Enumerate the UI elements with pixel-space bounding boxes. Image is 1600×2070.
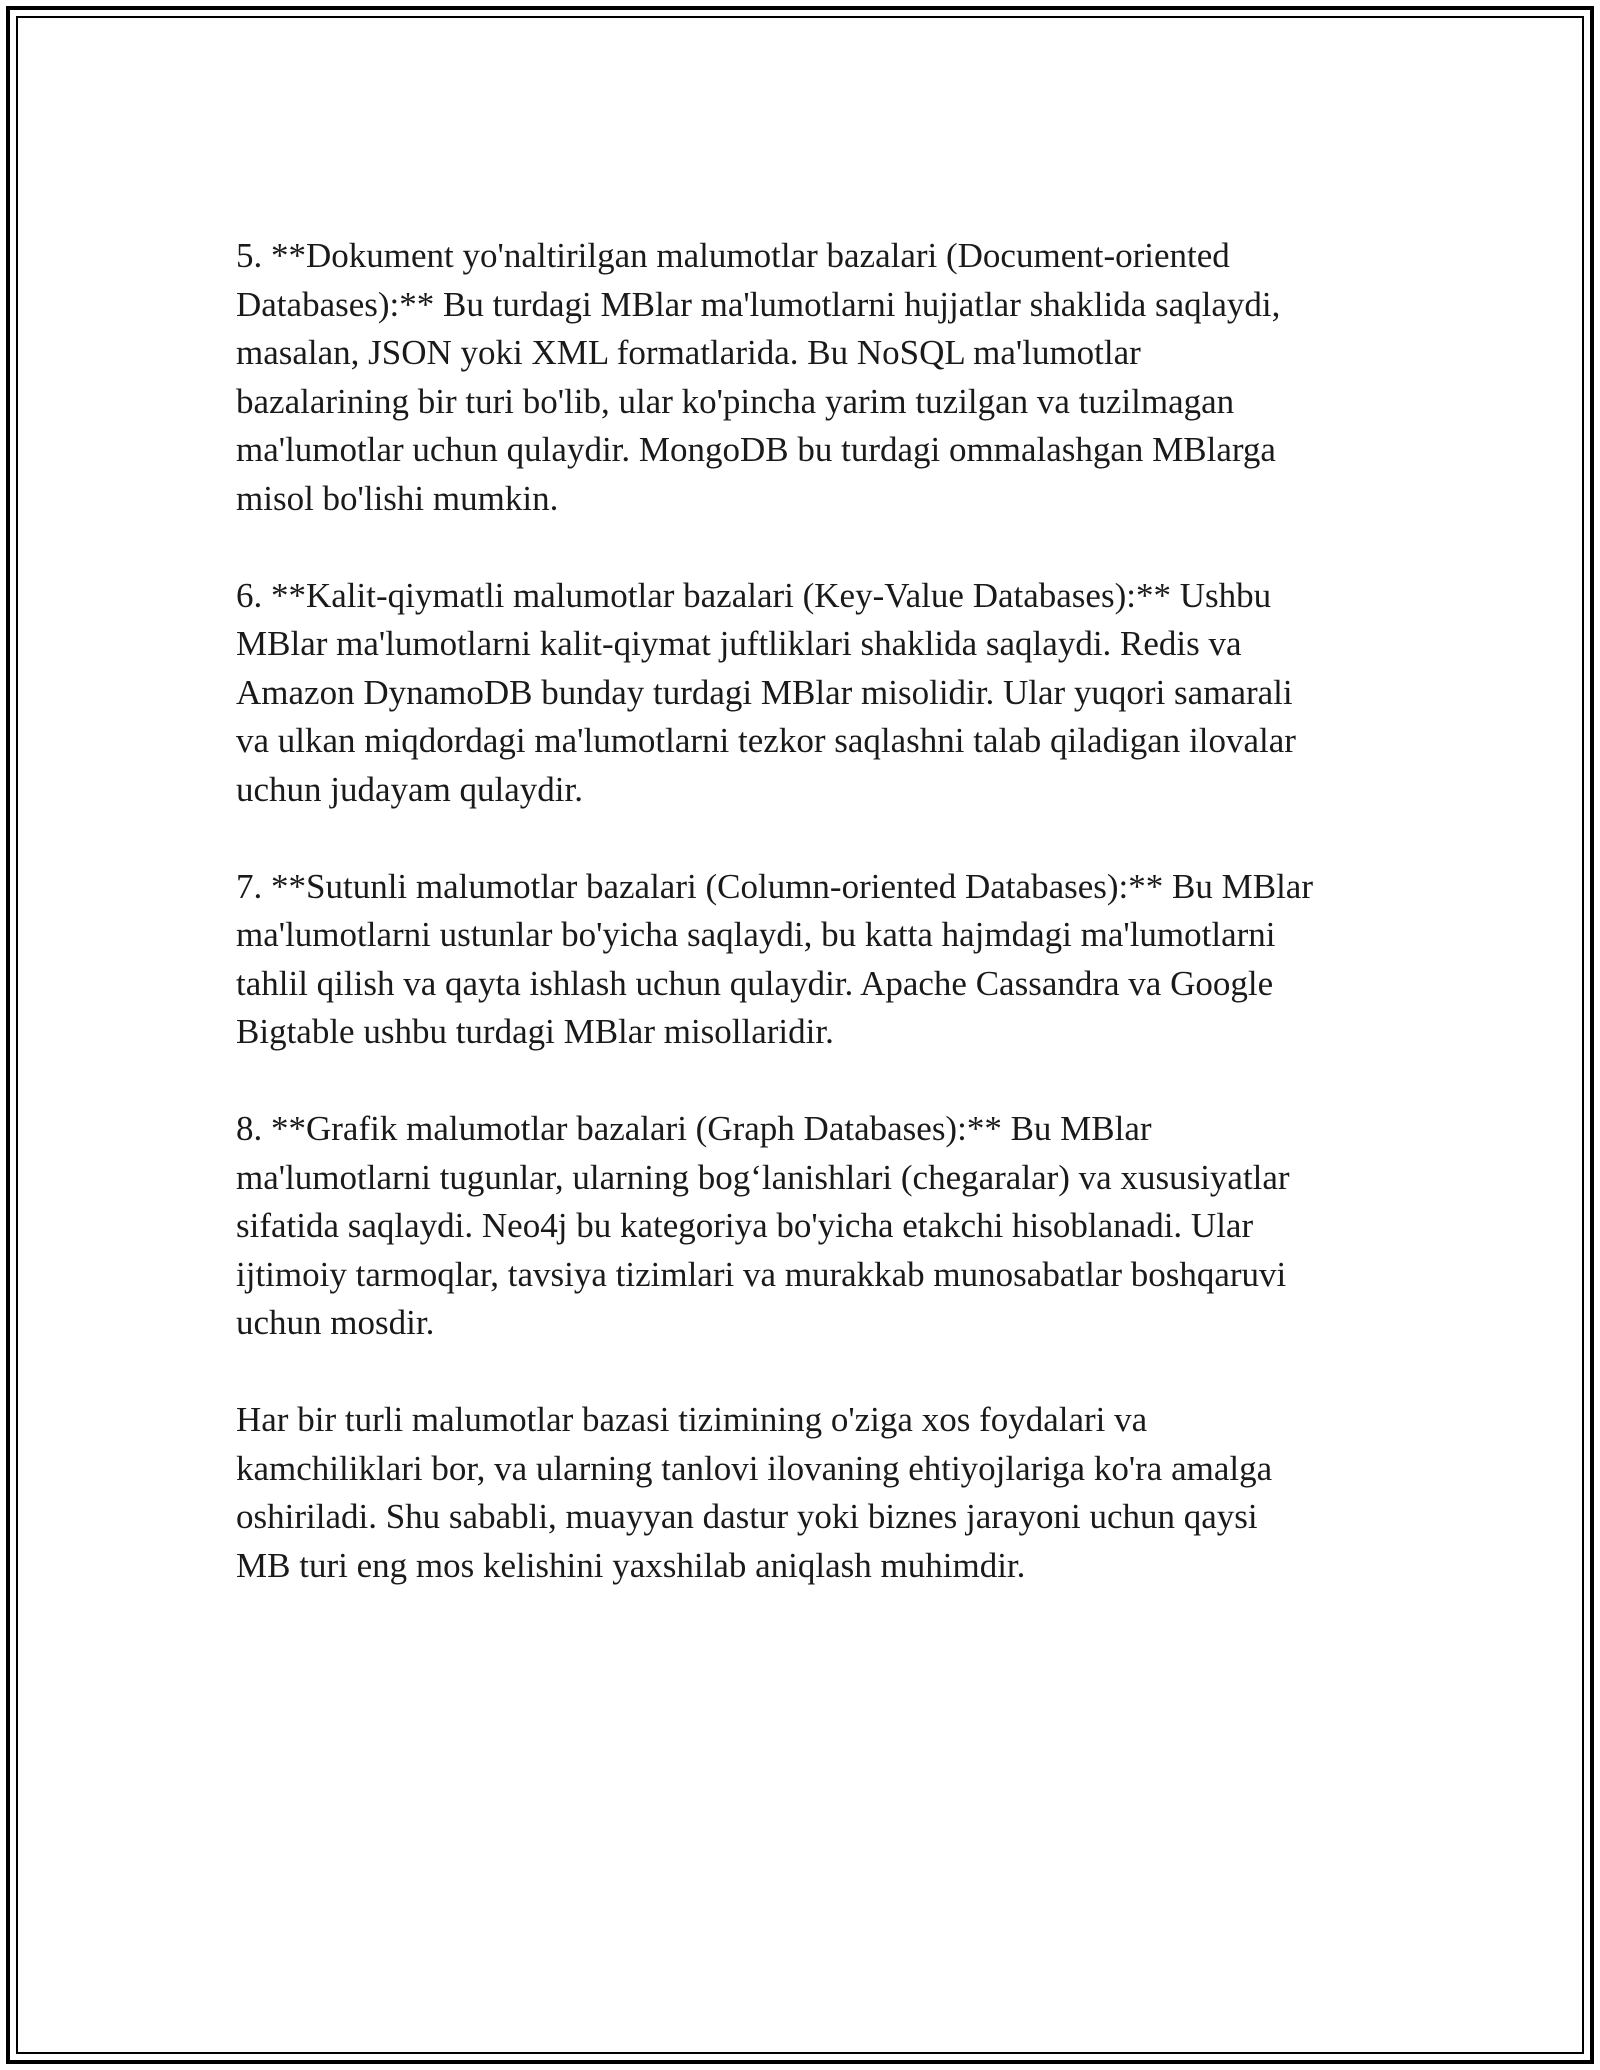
text-line: ma'lumotlar uchun qulaydir. MongoDB bu turdagi ommalashgan MBlarga [236,430,1276,469]
text-line: 8. **Grafik malumotlar bazalari (Graph Databases):** Bu MBlar [236,1109,1152,1148]
paragraph-graph-databases [236,1105,1376,1348]
text-line: tahlil qilish va qayta ishlash uchun qulaydir. Apache Cassandra va Google [236,963,1274,1003]
document-body [236,232,1376,1639]
text-line: sifatida saqlaydi. Neo4j bu kategoriya bo'yicha etakchi hisoblanadi. Ular [236,1206,1254,1245]
text-line: misol bo'lishi mumkin. [236,478,559,518]
text-line: uchun mosdir. [236,1303,435,1342]
paragraph-conclusion [236,1396,1376,1590]
text-line: Amazon DynamoDB bunday turdagi MBlar misolidir. Ular yuqori samarali [236,672,1293,712]
paragraph-key-value-databases [236,572,1376,815]
paragraph-column-databases [236,863,1376,1057]
text-line: 6. **Kalit-qiymatli malumotlar bazalari (Key-Value Databases):** Ushbu [236,575,1272,615]
text-line: Databases):** Bu turdagi MBlar ma'lumotlarni hujjatlar shaklida saqlaydi, [236,284,1281,324]
paragraph-document-databases [236,232,1376,523]
text-line: ma'lumotlarni tugunlar, ularning bog‘lanishlari (chegaralar) va xususiyatlar [236,1157,1290,1197]
text-line: MB turi eng mos kelishini yaxshilab aniqlash muhimdir. [236,1545,1026,1585]
text-line: uchun judayam qulaydir. [236,769,584,809]
text-line: ijtimoiy tarmoqlar, tavsiya tizimlari va murakkab munosabatlar boshqaruvi [236,1254,1287,1294]
text-line: masalan, JSON yoki XML formatlarida. Bu NoSQL ma'lumotlar [236,333,1141,372]
text-line: kamchiliklari bor, va ularning tanlovi ilovaning ehtiyojlariga ko'ra amalga [236,1448,1273,1488]
text-line: va ulkan miqdordagi ma'lumotlarni tezkor saqlashni talab qiladigan ilovalar [236,721,1296,760]
text-line: oshiriladi. Shu sababli, muayyan dastur yoki biznes jarayoni uchun qaysi [236,1497,1258,1536]
text-line: bazalarining bir turi bo'lib, ular ko'pincha yarim tuzilgan va tuzilmagan [236,381,1235,421]
text-line: Har bir turli malumotlar bazasi tizimining o'ziga xos foydalari va [236,1400,1148,1439]
text-line: MBlar ma'lumotlarni kalit-qiymat juftliklari shaklida saqlaydi. Redis va [236,624,1242,663]
text-line: 7. **Sutunli malumotlar bazalari (Column-oriented Databases):** Bu MBlar [236,866,1313,906]
text-line: 5. **Dokument yo'naltirilgan malumotlar bazalari (Document-oriented [236,236,1230,275]
text-line: ma'lumotlarni ustunlar bo'yicha saqlaydi, bu katta hajmdagi ma'lumotlarni [236,915,1276,954]
text-line: Bigtable ushbu turdagi MBlar misollaridir. [236,1012,834,1051]
